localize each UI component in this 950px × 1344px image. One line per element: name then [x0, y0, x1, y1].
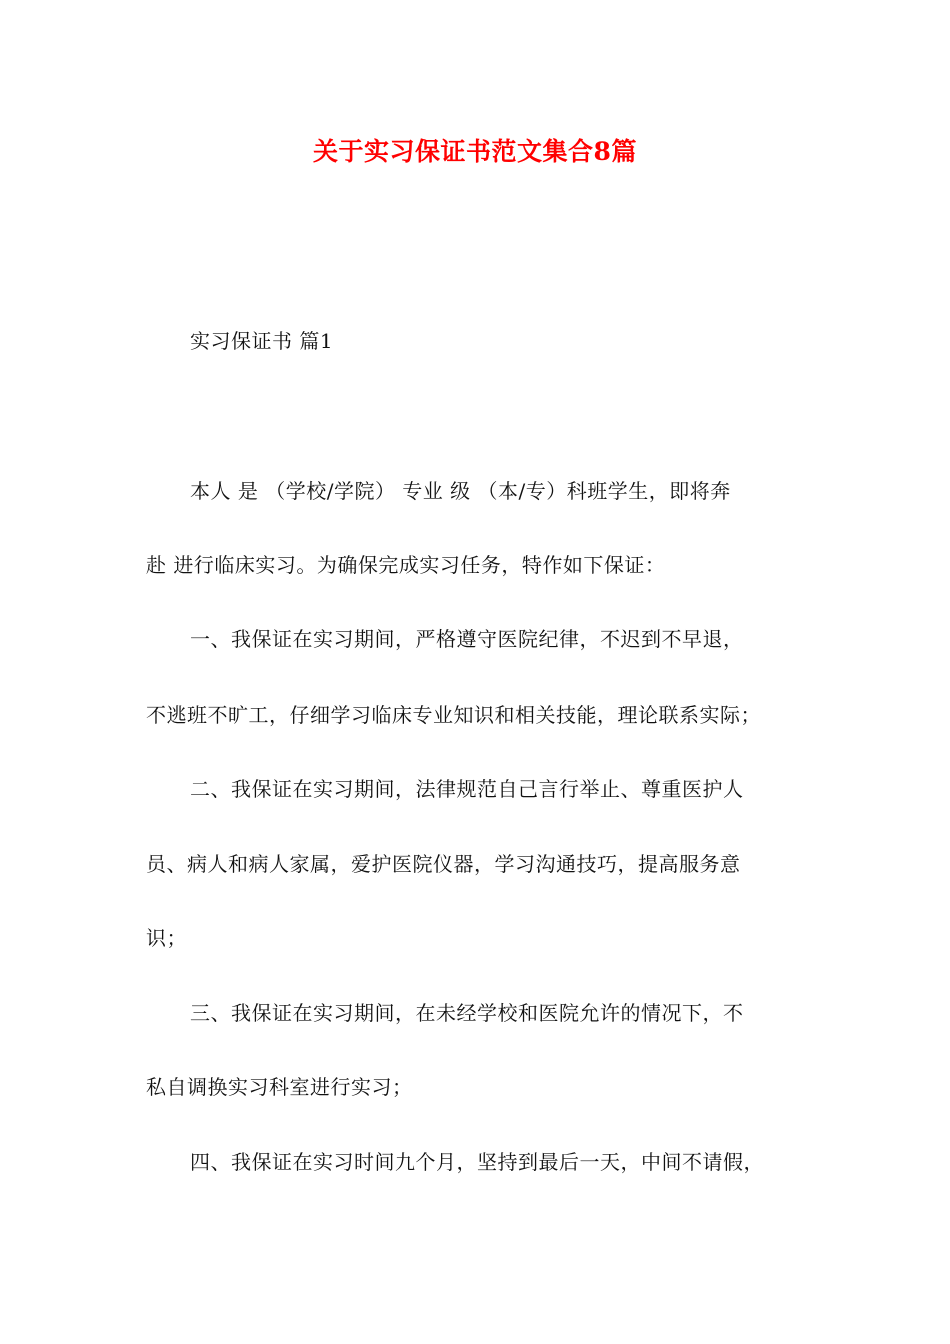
- body-line-5: 二、我保证在实习期间，法律规范自己言行举止、尊重医护人: [190, 777, 744, 801]
- body-line-1: 本人 是 （学校/学院） 专业 级 （本/专）科班学生，即将奔: [190, 479, 731, 503]
- body-line-3: 一、我保证在实习期间，严格遵守医院纪律，不迟到不早退，: [190, 627, 744, 651]
- body-line-6: 员、病人和病人家属，爱护医院仪器，学习沟通技巧，提高服务意: [146, 852, 741, 876]
- body-line-7: 识；: [146, 926, 187, 950]
- body-line-8: 三、我保证在实习期间，在未经学校和医院允许的情况下，不: [190, 1001, 744, 1025]
- section-heading: 实习保证书 篇1: [190, 329, 334, 353]
- body-line-2: 赴 进行临床实习。为确保完成实习任务，特作如下保证：: [146, 553, 666, 577]
- body-line-10: 四、我保证在实习时间九个月，坚持到最后一天，中间不请假，: [190, 1150, 764, 1174]
- body-line-9: 私自调换实习科室进行实习；: [146, 1075, 413, 1099]
- body-line-4: 不逃班不旷工，仔细学习临床专业知识和相关技能，理论联系实际；: [146, 703, 761, 727]
- document-title: 关于实习保证书范文集合8篇: [313, 137, 637, 166]
